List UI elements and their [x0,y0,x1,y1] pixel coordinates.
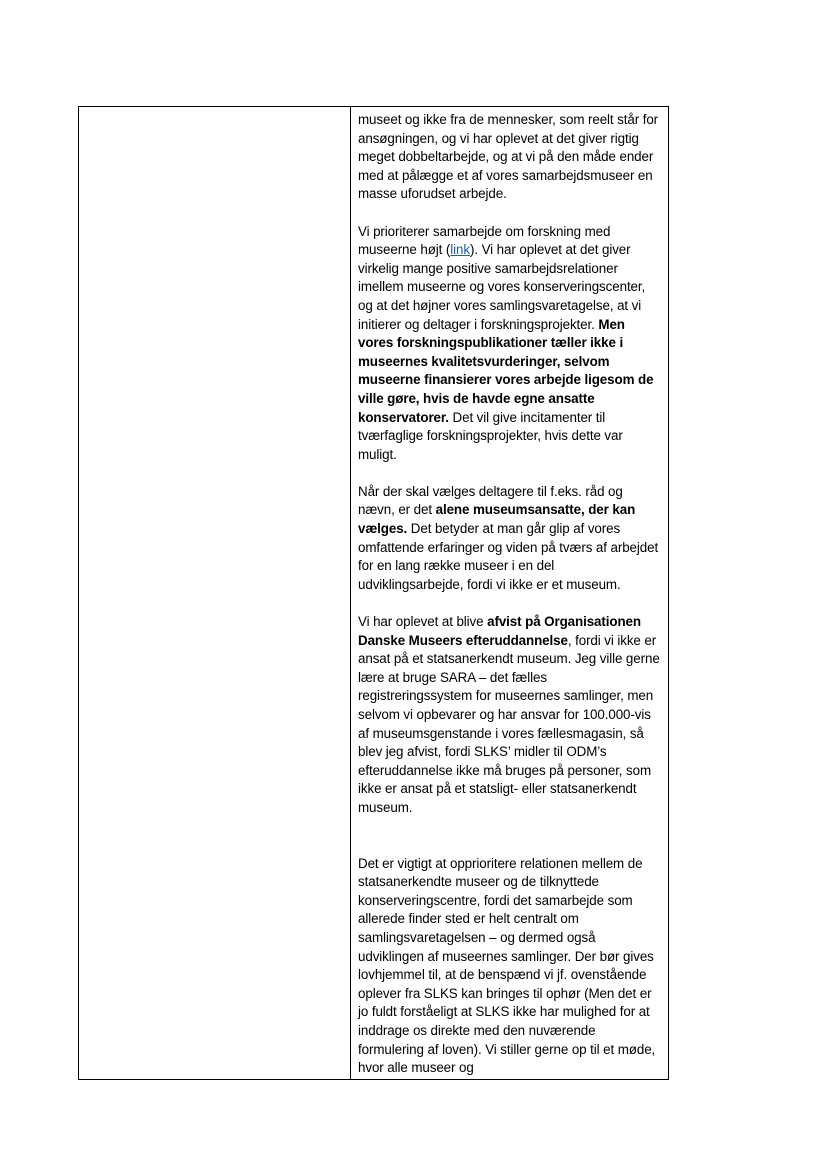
bold-text-span: alene museumsansatte, der kan vælges. [358,502,636,537]
paragraph-raad-og-naevn [358,483,662,595]
paragraph-dobbeltarbejde [358,111,662,204]
paragraph-forskning [358,223,662,465]
text-span: Vi har oplevet at blive [358,614,488,630]
paragraph-efteruddannelse [358,613,662,818]
table-left-cell [79,107,351,1079]
text-span: Det er vigtigt at opprioritere relationen mellem de statsanerkendte museer og de tilknyttede konserveringscentre, fordi det samarbejde som allerede finder sted er helt centralt om samlingsvaretagelsen – og dermed også udviklingen af museernes samlinger. Der bør gives lovhjemmel til, at de benspænd vi jf. ovenstående oplever fra SLKS kan bringes til ophør (Men det er jo fuldt forståeligt at SLKS ikke har mulighed for at inddrage os direkte med den nuværende formulering af loven). Vi stiller gerne op til et møde, hvor alle museer og [358,855,656,1076]
text-span: Det betyder at man går glip af vores omfattende erfaringer og viden på tværs af arbejdet for en lang række museer i en del udviklingsarbejde, fordi vi ikke er et museum. [358,521,659,592]
text-span: Når der skal vælges deltagere til f.eks. råd og nævn, er det [358,483,623,518]
response-table [78,106,669,1080]
table-right-cell [351,107,668,1079]
text-span: Det vil give incitamenter til tværfaglige forskningsprojekter, hvis dette var muligt. [358,409,623,462]
paragraph-opprioritering [358,855,662,1078]
bold-text-span: Men vores forskningspublikationer tæller ikke i museernes kvalitetsvurderinger, selvom museerne finansierer vores arbejde ligesom de ville gøre, hvis de havde egne ansatte konservatorer. [358,316,654,425]
text-span: museet og ikke fra de mennesker, som reelt står for ansøgningen, og vi har oplevet at det giver rigtig meget dobbeltarbejde, og at vi på den måde ender med at pålægge et af vores samarbejdsmuseer en masse uforudset arbejde. [358,112,659,202]
text-span: Vi prioriterer samarbejde om forskning med museerne højt ( [358,223,611,258]
text-span: , fordi vi ikke er ansat på et statsanerkendt museum. Jeg ville gerne lære at bruge SARA – det fælles registreringssystem for museernes samlinger, men selvom vi opbevarer og har ansvar for 100.000-vis af museumsgenstande i vores fællesmagasin, så blev jeg afvist, fordi SLKS’ midler til ODM’s efteruddannelse ikke må bruges på personer, som ikke er ansat på et statsligt- eller statsanerkendt museum. [358,632,660,815]
bold-text-span: afvist på Organisationen Danske Museers efteruddannelse [358,614,641,648]
link[interactable]: link [450,242,470,258]
text-span: ). Vi har oplevet at det giver virkelig mange positive samarbejdsrelationer imellem museerne og vores konserveringscenter, og at det højner vores samlingsvaretagelse, at vi initierer og deltager i forskningsprojekter. [358,242,646,332]
